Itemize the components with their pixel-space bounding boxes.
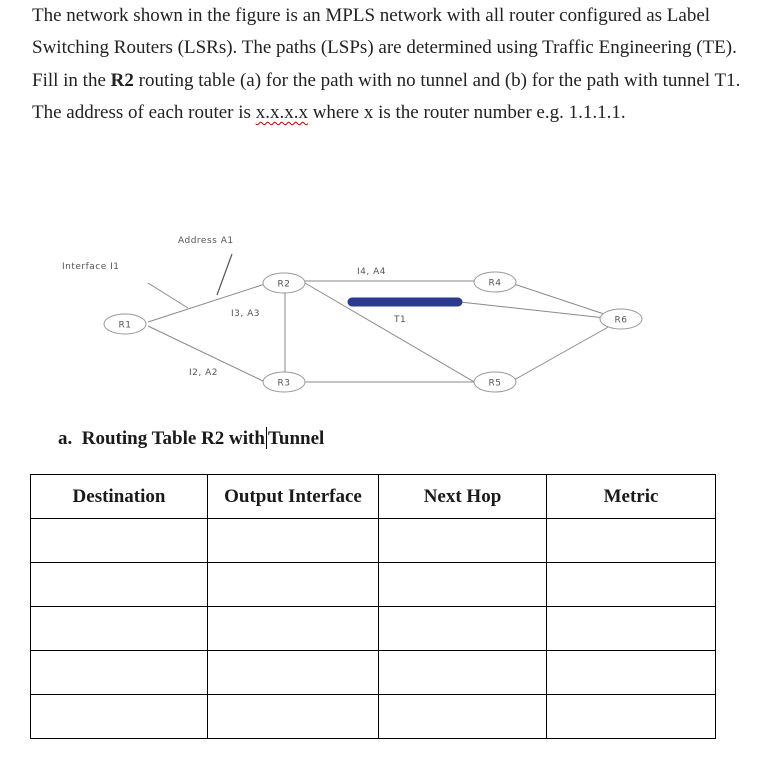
cell-metric[interactable] [547, 651, 716, 695]
cell-output-interface[interactable] [208, 695, 379, 739]
label-i2-a2: I2, A2 [189, 368, 218, 378]
table-row [31, 607, 716, 651]
table-row [31, 651, 716, 695]
cell-metric[interactable] [547, 519, 716, 563]
address-format: x.x.x.x [255, 101, 308, 123]
subtitle-prefix: a. [58, 428, 73, 449]
router-r1 [104, 314, 146, 334]
label-address-a1: Address A1 [178, 236, 234, 246]
cell-output-interface[interactable] [208, 607, 379, 651]
cell-output-interface[interactable] [208, 519, 379, 563]
cell-output-interface[interactable] [208, 651, 379, 695]
router-r6-label: R6 [614, 315, 628, 326]
header-output-interface: Output Interface [208, 475, 379, 519]
link-interface-r1 [148, 283, 188, 308]
header-destination: Destination [31, 475, 208, 519]
router-r4-label: R4 [488, 278, 502, 289]
router-r6 [600, 309, 642, 329]
cell-next-hop[interactable] [379, 607, 547, 651]
address-a1-pointer [217, 254, 232, 295]
subtitle-text-before: Routing Table R2 with [81, 428, 265, 449]
routing-table-r2 [30, 474, 716, 739]
cell-destination[interactable] [31, 607, 208, 651]
table-row [31, 519, 716, 563]
router-r2-label: R2 [277, 279, 291, 290]
subtitle-text-after: Tunnel [267, 428, 325, 449]
cell-destination[interactable] [31, 695, 208, 739]
table-row [31, 695, 716, 739]
table-subtitle [58, 427, 324, 450]
header-metric: Metric [547, 475, 716, 519]
router-r5-label: R5 [488, 378, 502, 389]
cell-destination[interactable] [31, 651, 208, 695]
problem-text-3: where x is the router number e.g. 1.1.1.1. [307, 101, 626, 123]
router-r4 [474, 272, 516, 292]
cell-output-interface[interactable] [208, 563, 379, 607]
router-r5 [474, 372, 516, 392]
header-next-hop: Next Hop [379, 475, 547, 519]
cell-next-hop[interactable] [379, 695, 547, 739]
label-interface-i1: Interface I1 [62, 262, 120, 272]
cell-destination[interactable] [31, 519, 208, 563]
router-r3 [263, 372, 305, 392]
table-row [31, 563, 716, 607]
problem-text-2: routing table (a) for the path with no tunnel and (b) for the path with tunnel T1. The address of each router is [32, 69, 741, 123]
label-tunnel-t1: T1 [394, 315, 407, 325]
link-tunnel-r6 [460, 302, 605, 318]
text-cursor [266, 427, 267, 449]
cell-metric[interactable] [547, 563, 716, 607]
label-i3-a3: I3, A3 [231, 309, 260, 319]
cell-next-hop[interactable] [379, 519, 547, 563]
cell-metric[interactable] [547, 695, 716, 739]
table-header-row [31, 475, 716, 519]
problem-text-1: The network shown in the figure is an MPLS network with all router configured as Label Switching Routers (LSRs). The paths (LSPs) are determined using Traffic Engineering (TE). Fill in the [32, 5, 737, 91]
router-r1-label: R1 [118, 320, 132, 331]
cell-next-hop[interactable] [379, 563, 547, 607]
router-r3-label: R3 [277, 378, 291, 389]
link-r5-r6 [514, 326, 610, 380]
cell-metric[interactable] [547, 607, 716, 651]
router-r2-bold: R2 [110, 69, 134, 91]
cell-destination[interactable] [31, 563, 208, 607]
label-i4-a4: I4, A4 [357, 267, 386, 277]
cell-next-hop[interactable] [379, 651, 547, 695]
router-r2 [263, 273, 305, 293]
